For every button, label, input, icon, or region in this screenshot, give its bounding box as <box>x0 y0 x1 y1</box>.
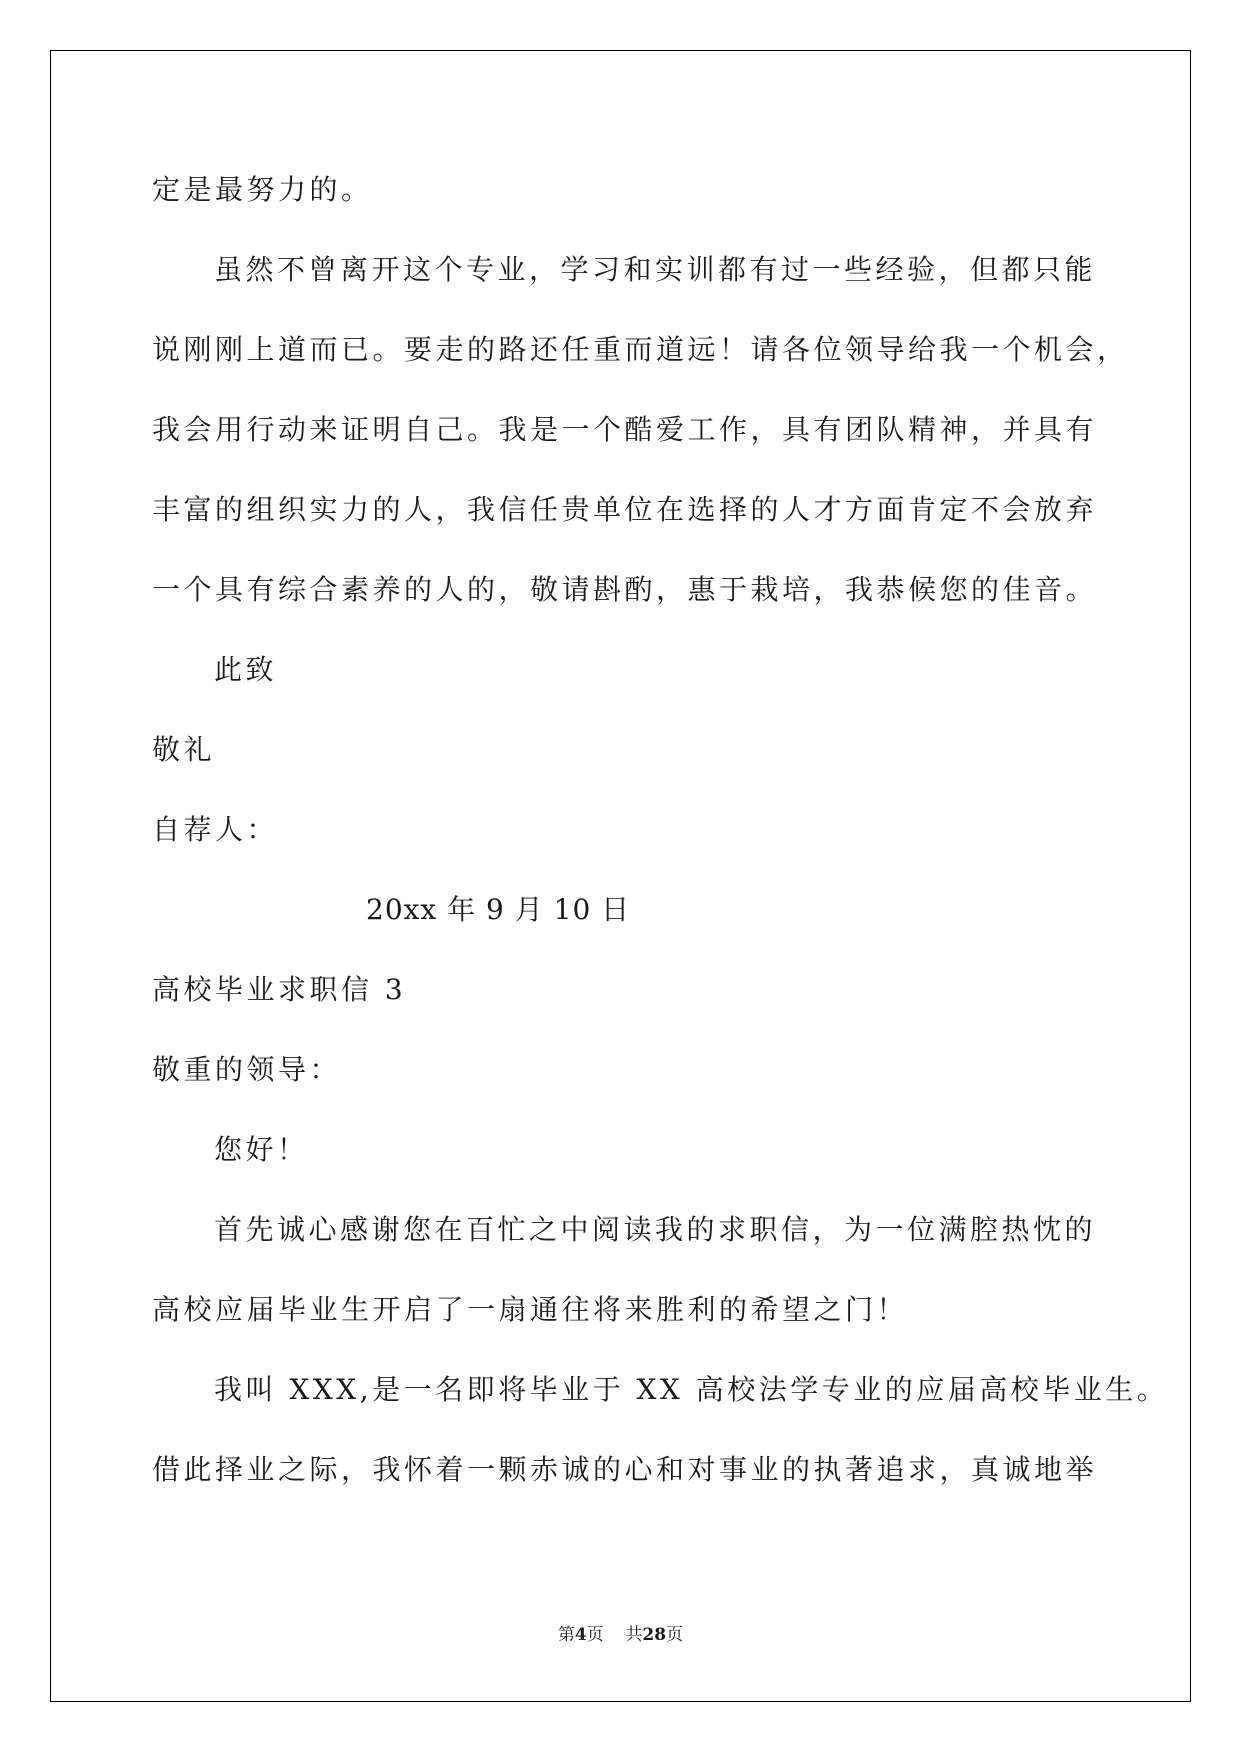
signature-label: 自荐人： <box>152 813 279 846</box>
text-line-15: 高校应届毕业生开启了一扇通往将来胜利的希望之门！ <box>152 1293 909 1326</box>
total-pages: 28 <box>642 1625 667 1645</box>
text-line-1: 定是最努力的。 <box>152 173 373 206</box>
total-prefix: 共 <box>625 1625 643 1645</box>
closing-regards: 敬礼 <box>152 733 216 766</box>
closing-salutation: 此致 <box>214 653 278 686</box>
section-heading: 高校毕业求职信 3 <box>152 973 407 1006</box>
greeting-hello: 您好！ <box>214 1133 309 1166</box>
text-line-17: 借此择业之际，我怀着一颗赤诚的心和对事业的执著追求，真诚地举 <box>152 1453 1098 1486</box>
text-line-6: 一个具有综合素养的人的，敬请斟酌，惠于栽培，我恭候您的佳音。 <box>152 573 1098 606</box>
text-line-3: 说刚刚上道而已。要走的路还任重而道远！请各位领导给我一个机会， <box>152 333 1129 366</box>
text-line-2: 虽然不曾离开这个专业，学习和实训都有过一些经验，但都只能 <box>214 253 1097 286</box>
total-suffix: 页 <box>666 1625 684 1645</box>
greeting: 敬重的领导： <box>152 1053 342 1086</box>
page-footer <box>0 1624 1241 1646</box>
page-prefix: 第 <box>557 1625 575 1645</box>
letter-date: 20xx 年 9 月 10 日 <box>366 893 631 926</box>
text-line-16: 我叫 XXX,是一名即将毕业于 XX 高校法学专业的应届高校毕业生。 <box>214 1373 1169 1406</box>
page-suffix: 页 <box>586 1625 604 1645</box>
text-line-4: 我会用行动来证明自己。我是一个酷爱工作，具有团队精神，并具有 <box>152 413 1098 446</box>
text-line-14: 首先诚心感谢您在百忙之中阅读我的求职信，为一位满腔热忱的 <box>214 1213 1097 1246</box>
text-line-5: 丰富的组织实力的人，我信任贵单位在选择的人才方面肯定不会放弃 <box>152 493 1098 526</box>
page-number: 4 <box>574 1625 587 1645</box>
